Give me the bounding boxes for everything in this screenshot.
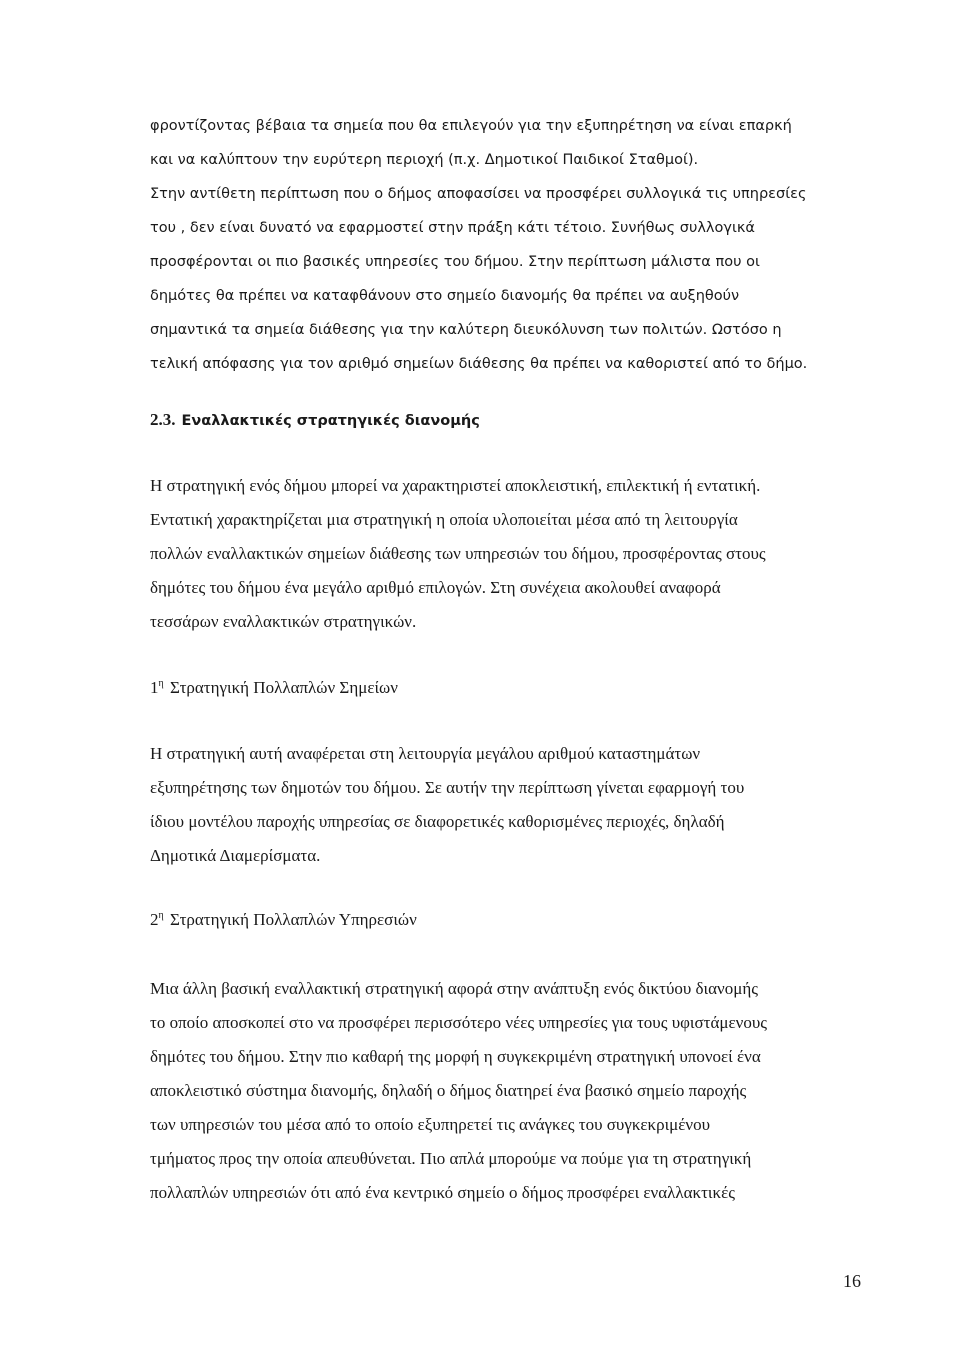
strategy-2-title: Στρατηγική Πολλαπλών Υπηρεσιών — [169, 910, 417, 929]
strategy-1-heading — [150, 678, 398, 698]
text-line: πολλών εναλλακτικών σημείων διάθεσης των υπηρεσιών του δήμου, προσφέροντας στους — [150, 544, 766, 563]
text-line: σημαντικά τα σημεία διάθεσης για την καλύτερη διευκόλυνση των πολιτών. Ωστόσο η — [150, 322, 782, 338]
text-line: αποκλειστικό σύστημα διανομής, δηλαδή ο δήμος διατηρεί ένα βασικό σημείο παροχής — [150, 1081, 747, 1100]
strategy-2-paragraph — [150, 972, 850, 1210]
strategy-2-ordinal: η — [158, 910, 164, 921]
intro-paragraph — [150, 109, 850, 381]
strategy-1-ordinal: η — [158, 678, 164, 689]
text-line: εξυπηρέτησης των δημοτών του δήμου. Σε αυτήν την περίπτωση γίνεται εφαρμογή του — [150, 778, 745, 797]
text-line: Η στρατηγική ενός δήμου μπορεί να χαρακτηριστεί αποκλειστική, επιλεκτική ή εντατική. — [150, 476, 761, 495]
text-line: δημότες του δήμου. Στην πιο καθαρή της μορφή η συγκεκριμένη στρατηγική υπονοεί ένα — [150, 1047, 761, 1066]
text-line: ίδιου μοντέλου παροχής υπηρεσίας σε διαφορετικές καθορισμένες περιοχές, δηλαδή — [150, 812, 725, 831]
text-line: τμήματος προς την οποία απευθύνεται. Πιο απλά μπορούμε να πούμε για τη στρατηγική — [150, 1149, 752, 1168]
text-line: δημότες θα πρέπει να καταφθάνουν στο σημείο διανομής θα πρέπει να αυξηθούν — [150, 288, 740, 304]
text-line: τεσσάρων εναλλακτικών στρατηγικών. — [150, 612, 417, 631]
strategy-1-title: Στρατηγική Πολλαπλών Σημείων — [169, 678, 398, 697]
text-line: Εντατική χαρακτηρίζεται μια στρατηγική η οποία υλοποιείται μέσα από τη λειτουργία — [150, 510, 738, 529]
text-line: τελική απόφασης για τον αριθμό σημείων διάθεσης θα πρέπει να καθοριστεί από το δήμο. — [150, 356, 808, 372]
text-line: πολλαπλών υπηρεσιών ότι από ένα κεντρικό σημείο ο δήμος προσφέρει εναλλακτικές — [150, 1183, 735, 1202]
text-line: Στην αντίθετη περίπτωση που ο δήμος αποφασίσει να προσφέρει συλλογικά τις υπηρεσίες — [150, 186, 807, 202]
strategy-2-number: 2 — [150, 910, 159, 929]
text-line: δημότες του δήμου ένα μεγάλο αριθμό επιλογών. Στη συνέχεια ακολουθεί αναφορά — [150, 578, 721, 597]
text-line: το οποίο αποσκοπεί στο να προσφέρει περισσότερο νέες υπηρεσίες για τους υφιστάμενους — [150, 1013, 767, 1032]
text-line: Η στρατηγική αυτή αναφέρεται στη λειτουργία μεγάλου αριθμού καταστημάτων — [150, 744, 701, 763]
section-title: Εναλλακτικές στρατηγικές διανομής — [181, 413, 480, 429]
strategy-1-paragraph — [150, 737, 850, 873]
section-number: 2.3. — [150, 410, 176, 429]
section-paragraph — [150, 469, 850, 639]
text-line: του , δεν είναι δυνατό να εφαρμοστεί στην πράξη κάτι τέτοιο. Συνήθως συλλογικά — [150, 220, 755, 236]
section-heading — [150, 410, 480, 430]
text-line: και να καλύπτουν την ευρύτερη περιοχή (π.χ. Δημοτικοί Παιδικοί Σταθμοί). — [150, 152, 699, 168]
strategy-1-number: 1 — [150, 678, 159, 697]
text-line: προσφέρονται οι πιο βασικές υπηρεσίες του δήμου. Στην περίπτωση μάλιστα που οι — [150, 254, 760, 270]
text-line: Μια άλλη βασική εναλλακτική στρατηγική αφορά στην ανάπτυξη ενός δικτύου διανομής — [150, 979, 758, 998]
text-line: φροντίζοντας βέβαια τα σημεία που θα επιλεγούν για την εξυπηρέτηση να είναι επαρκή — [150, 118, 792, 134]
page-number: 16 — [843, 1271, 861, 1291]
text-line: των υπηρεσιών του μέσα από το οποίο εξυπηρετεί τις ανάγκες του συγκεκριμένου — [150, 1115, 711, 1134]
strategy-2-heading — [150, 910, 417, 930]
text-line: Δημοτικά Διαμερίσματα. — [150, 846, 321, 865]
